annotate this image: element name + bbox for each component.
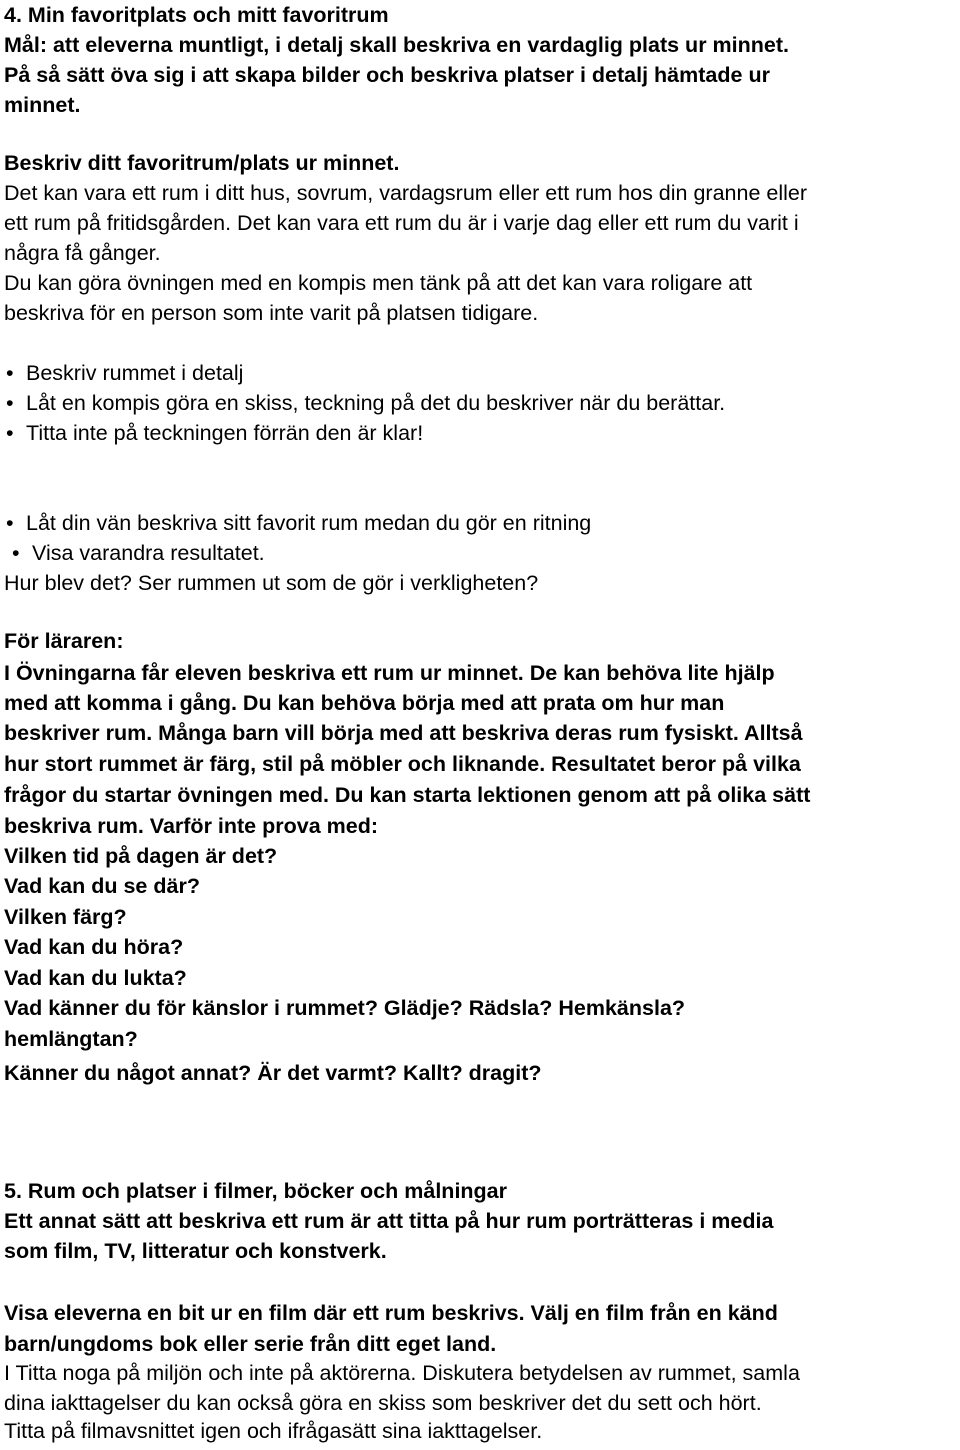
teacher-line-8: Vad kan du se där?	[4, 874, 200, 898]
closing-line-1	[4, 1358, 800, 1388]
bullet-text: Visa varandra resultatet.	[32, 541, 265, 565]
teacher-line-11: Vad kan du lukta?	[4, 966, 187, 990]
bullet-icon: •	[6, 511, 14, 535]
teacher-line-10: Vad kan du höra?	[4, 935, 184, 959]
bullet-icon: •	[6, 391, 14, 415]
instruction-line-1: Visa eleverna en bit ur en film där ett rum beskrivs. Välj en film från en känd	[4, 1301, 778, 1325]
bullet-icon: •	[12, 541, 20, 565]
teacher-line-1: I Övningarna får eleven beskriva ett rum ur minnet. De kan behöva lite hjälp	[4, 661, 775, 685]
goal-line-2: På så sätt öva sig i att skapa bilder och beskriva platser i detalj hämtade ur	[4, 63, 770, 87]
para2-line-2: beskriva för en person som inte varit på platsen tidigare.	[4, 301, 539, 325]
bullet-item	[4, 508, 591, 538]
question-line: Hur blev det? Ser rummen ut som de gör i verkligheten?	[4, 571, 539, 595]
bullet-item	[4, 418, 423, 448]
teacher-line-6: beskriva rum. Varför inte prova med:	[4, 814, 378, 838]
teacher-line-9: Vilken färg?	[4, 905, 127, 929]
closing-line-1-text: I Titta noga på miljön och inte på aktörerna. Diskutera betydelsen av rummet, samla	[4, 1361, 800, 1385]
bullet-text: Titta inte på teckningen förrän den är klar!	[26, 421, 424, 445]
task-heading: Beskriv ditt favoritrum/plats ur minnet.	[4, 151, 400, 175]
teacher-line-14: Känner du något annat? Är det varmt? Kallt? dragit?	[4, 1061, 542, 1085]
bullet-icon: •	[6, 361, 14, 385]
teacher-line-4: hur stort rummet är färg, stil på möbler och liknande. Resultatet beror på vilka	[4, 752, 801, 776]
section-5-heading: 5. Rum och platser i filmer, böcker och målningar	[4, 1179, 508, 1203]
bullet-text: Låt din vän beskriva sitt favorit rum medan du gör en ritning	[26, 511, 592, 535]
bullet-text: Beskriv rummet i detalj	[26, 361, 244, 385]
closing-line-3: Titta på filmavsnittet igen och ifrågasätt sina iakttagelser.	[4, 1419, 543, 1443]
goal-line-1: Mål: att eleverna muntligt, i detalj skall beskriva en vardaglig plats ur minnet.	[4, 33, 789, 57]
bullet-text: Låt en kompis göra en skiss, teckning på det du beskriver när du berättar.	[26, 391, 726, 415]
para1-line-2	[4, 208, 799, 238]
bullet-item	[4, 388, 725, 418]
intro-line-2: som film, TV, litteratur och konstverk.	[4, 1239, 387, 1263]
teacher-line-12: Vad känner du för känslor i rummet? Glädje? Rädsla? Hemkänsla?	[4, 996, 686, 1020]
teacher-line-2: med att komma i gång. Du kan behöva börja med att prata om hur man	[4, 691, 725, 715]
para1-line-2b: Det kan vara ett rum du är i varje dag eller ett rum du varit i	[231, 211, 799, 235]
bullet-icon: •	[6, 421, 14, 445]
section-4-heading: 4. Min favoritplats och mitt favoritrum	[4, 3, 389, 27]
instruction-line-2: barn/ungdoms bok eller serie från ditt eget land.	[4, 1332, 497, 1356]
para1-line-2a: ett rum på fritidsgården.	[4, 211, 232, 235]
bullet-item	[4, 358, 243, 388]
teacher-line-3: beskriver rum. Många barn vill börja med att beskriva deras rum fysiskt. Alltså	[4, 721, 803, 745]
para1-line-1: Det kan vara ett rum i ditt hus, sovrum, vardagsrum eller ett rum hos din granne eller	[4, 181, 808, 205]
teacher-line-7: Vilken tid på dagen är det?	[4, 844, 278, 868]
teacher-line-5: frågor du startar övningen med. Du kan starta lektionen genom att på olika sätt	[4, 783, 811, 807]
teacher-line-13: hemlängtan?	[4, 1027, 138, 1051]
intro-line-1: Ett annat sätt att beskriva ett rum är att titta på hur rum porträtteras i media	[4, 1209, 774, 1233]
goal-line-3: minnet.	[4, 93, 81, 117]
bullet-item	[4, 538, 265, 568]
teacher-heading: För läraren:	[4, 629, 124, 653]
closing-line-2: dina iakttagelser du kan också göra en skiss som beskriver det du sett och hört.	[4, 1391, 762, 1415]
para1-line-3: några få gånger.	[4, 241, 161, 265]
para2-line-1: Du kan göra övningen med en kompis men tänk på att det kan vara roligare att	[4, 271, 753, 295]
